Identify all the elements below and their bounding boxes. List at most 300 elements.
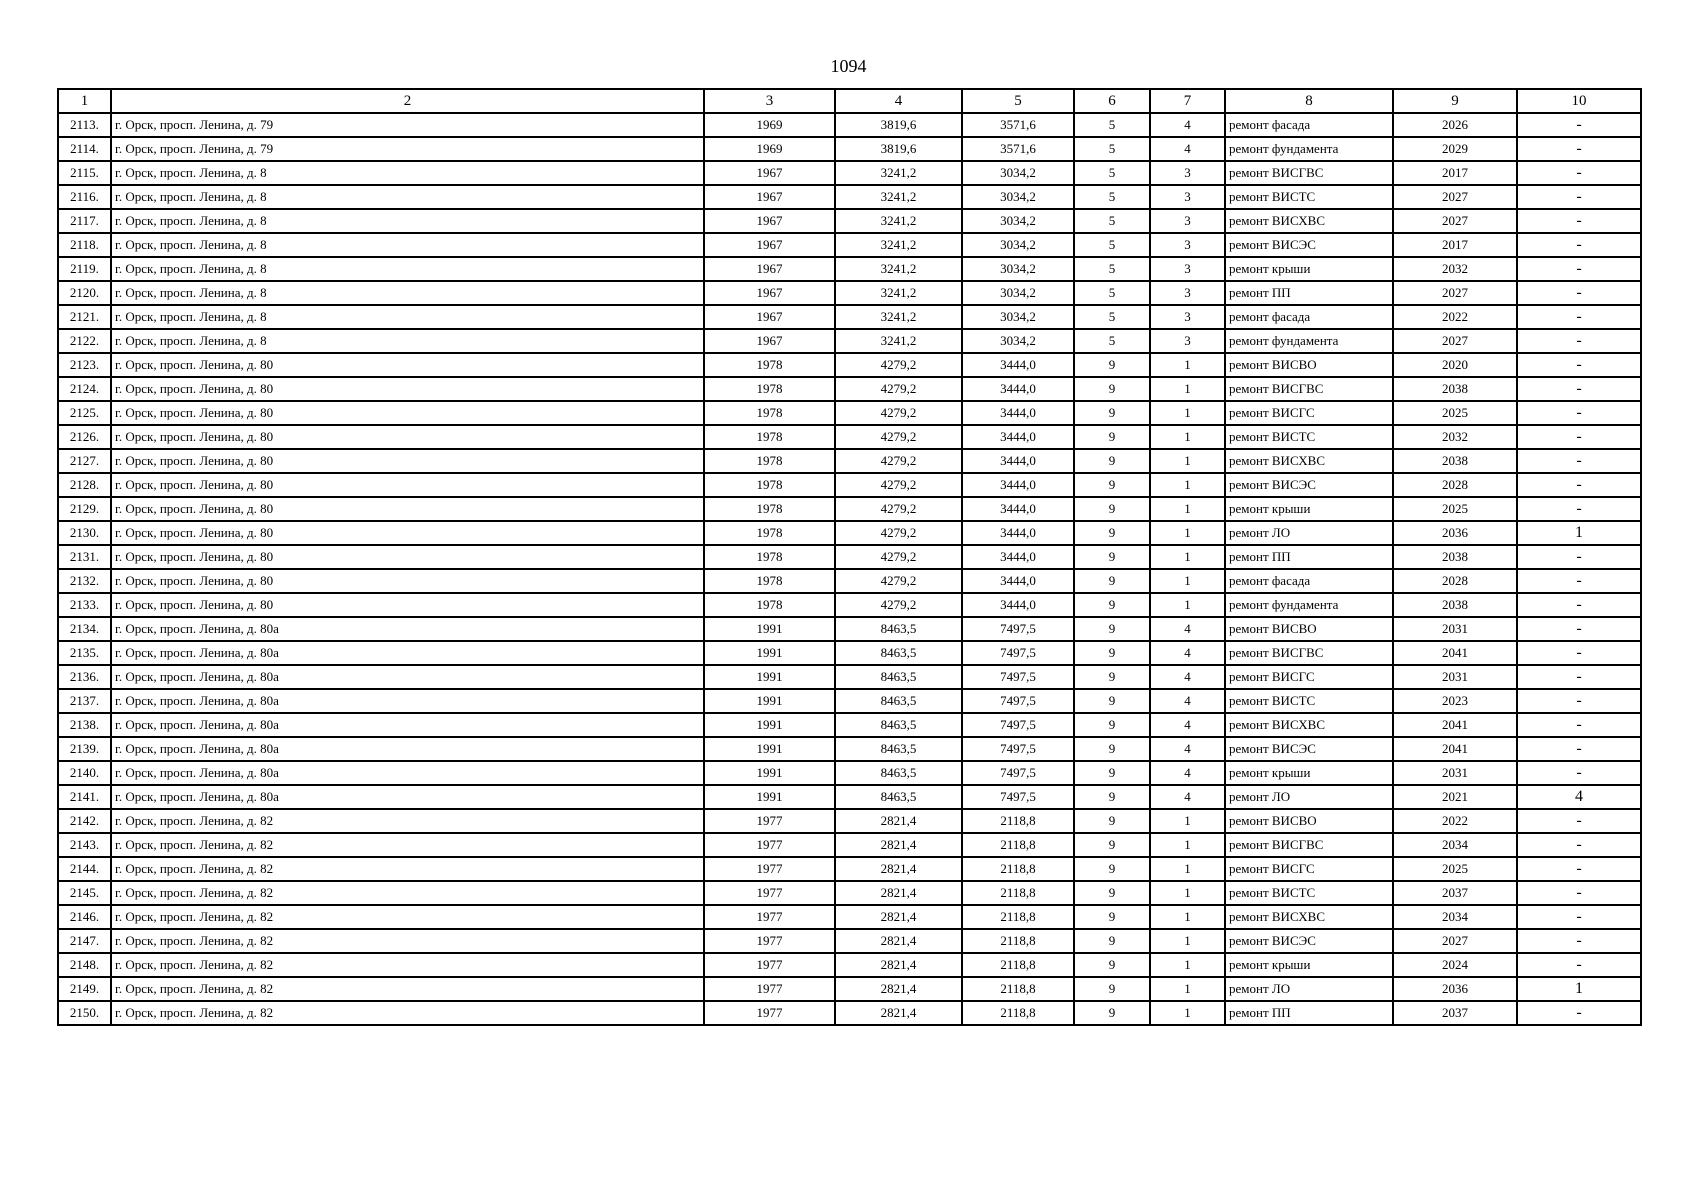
work-type-cell: ремонт ВИСЭС bbox=[1225, 473, 1393, 497]
extra-value-cell: 4 bbox=[1517, 785, 1641, 809]
build-year-cell: 1977 bbox=[704, 929, 835, 953]
living-area-cell: 3034,2 bbox=[962, 257, 1074, 281]
planned-year-cell: 2026 bbox=[1393, 113, 1517, 137]
extra-value-cell: - bbox=[1517, 281, 1641, 305]
total-area-cell: 3241,2 bbox=[835, 257, 962, 281]
total-area-cell: 2821,4 bbox=[835, 1001, 962, 1025]
work-type-cell: ремонт фасада bbox=[1225, 113, 1393, 137]
floors-cell: 9 bbox=[1074, 785, 1150, 809]
address-cell: г. Орск, просп. Ленина, д. 82 bbox=[111, 905, 704, 929]
entrances-cell: 1 bbox=[1150, 449, 1225, 473]
living-area-cell: 3444,0 bbox=[962, 545, 1074, 569]
build-year-cell: 1977 bbox=[704, 977, 835, 1001]
work-type-cell: ремонт ВИСВО bbox=[1225, 353, 1393, 377]
address-cell: г. Орск, просп. Ленина, д. 82 bbox=[111, 929, 704, 953]
build-year-cell: 1991 bbox=[704, 737, 835, 761]
build-year-cell: 1967 bbox=[704, 305, 835, 329]
work-type-cell: ремонт ПП bbox=[1225, 1001, 1393, 1025]
table-row bbox=[58, 185, 1641, 209]
floors-cell: 5 bbox=[1074, 161, 1150, 185]
row-number-cell: 2133. bbox=[58, 593, 111, 617]
planned-year-cell: 2020 bbox=[1393, 353, 1517, 377]
address-cell: г. Орск, просп. Ленина, д. 80 bbox=[111, 449, 704, 473]
total-area-cell: 8463,5 bbox=[835, 785, 962, 809]
total-area-cell: 8463,5 bbox=[835, 689, 962, 713]
column-header: 5 bbox=[962, 89, 1074, 113]
row-number-cell: 2121. bbox=[58, 305, 111, 329]
floors-cell: 9 bbox=[1074, 977, 1150, 1001]
planned-year-cell: 2034 bbox=[1393, 905, 1517, 929]
table-body bbox=[58, 113, 1641, 1025]
planned-year-cell: 2036 bbox=[1393, 521, 1517, 545]
build-year-cell: 1978 bbox=[704, 497, 835, 521]
entrances-cell: 4 bbox=[1150, 761, 1225, 785]
work-type-cell: ремонт ВИСГС bbox=[1225, 857, 1393, 881]
address-cell: г. Орск, просп. Ленина, д. 80 bbox=[111, 425, 704, 449]
extra-value-cell: - bbox=[1517, 737, 1641, 761]
table-row bbox=[58, 593, 1641, 617]
row-number-cell: 2127. bbox=[58, 449, 111, 473]
work-type-cell: ремонт ВИСТС bbox=[1225, 689, 1393, 713]
table-row bbox=[58, 377, 1641, 401]
planned-year-cell: 2038 bbox=[1393, 449, 1517, 473]
build-year-cell: 1978 bbox=[704, 545, 835, 569]
address-cell: г. Орск, просп. Ленина, д. 8 bbox=[111, 329, 704, 353]
table-row bbox=[58, 569, 1641, 593]
extra-value-cell: - bbox=[1517, 809, 1641, 833]
address-cell: г. Орск, просп. Ленина, д. 80 bbox=[111, 521, 704, 545]
build-year-cell: 1967 bbox=[704, 185, 835, 209]
build-year-cell: 1977 bbox=[704, 1001, 835, 1025]
floors-cell: 9 bbox=[1074, 449, 1150, 473]
address-cell: г. Орск, просп. Ленина, д. 80а bbox=[111, 665, 704, 689]
living-area-cell: 3034,2 bbox=[962, 185, 1074, 209]
work-type-cell: ремонт ВИСХВС bbox=[1225, 905, 1393, 929]
page-number: 1094 bbox=[830, 56, 867, 76]
work-type-cell: ремонт ВИСТС bbox=[1225, 425, 1393, 449]
entrances-cell: 3 bbox=[1150, 305, 1225, 329]
work-type-cell: ремонт ВИСТС bbox=[1225, 881, 1393, 905]
row-number-cell: 2137. bbox=[58, 689, 111, 713]
row-number-cell: 2128. bbox=[58, 473, 111, 497]
extra-value-cell: 1 bbox=[1517, 521, 1641, 545]
floors-cell: 9 bbox=[1074, 545, 1150, 569]
table-row bbox=[58, 953, 1641, 977]
row-number-cell: 2123. bbox=[58, 353, 111, 377]
entrances-cell: 4 bbox=[1150, 641, 1225, 665]
build-year-cell: 1977 bbox=[704, 809, 835, 833]
address-cell: г. Орск, просп. Ленина, д. 82 bbox=[111, 977, 704, 1001]
planned-year-cell: 2028 bbox=[1393, 473, 1517, 497]
planned-year-cell: 2025 bbox=[1393, 401, 1517, 425]
row-number-cell: 2146. bbox=[58, 905, 111, 929]
extra-value-cell: - bbox=[1517, 329, 1641, 353]
entrances-cell: 3 bbox=[1150, 185, 1225, 209]
entrances-cell: 1 bbox=[1150, 809, 1225, 833]
work-type-cell: ремонт ВИСХВС bbox=[1225, 209, 1393, 233]
entrances-cell: 1 bbox=[1150, 857, 1225, 881]
address-cell: г. Орск, просп. Ленина, д. 80а bbox=[111, 689, 704, 713]
build-year-cell: 1977 bbox=[704, 905, 835, 929]
planned-year-cell: 2037 bbox=[1393, 1001, 1517, 1025]
row-number-cell: 2150. bbox=[58, 1001, 111, 1025]
extra-value-cell: - bbox=[1517, 617, 1641, 641]
living-area-cell: 3444,0 bbox=[962, 593, 1074, 617]
column-header: 9 bbox=[1393, 89, 1517, 113]
row-number-cell: 2120. bbox=[58, 281, 111, 305]
floors-cell: 9 bbox=[1074, 641, 1150, 665]
total-area-cell: 3819,6 bbox=[835, 137, 962, 161]
floors-cell: 5 bbox=[1074, 113, 1150, 137]
table-row bbox=[58, 785, 1641, 809]
extra-value-cell: - bbox=[1517, 473, 1641, 497]
build-year-cell: 1978 bbox=[704, 377, 835, 401]
build-year-cell: 1991 bbox=[704, 617, 835, 641]
build-year-cell: 1991 bbox=[704, 689, 835, 713]
floors-cell: 9 bbox=[1074, 425, 1150, 449]
living-area-cell: 3444,0 bbox=[962, 473, 1074, 497]
living-area-cell: 7497,5 bbox=[962, 665, 1074, 689]
work-type-cell: ремонт фундамента bbox=[1225, 137, 1393, 161]
floors-cell: 5 bbox=[1074, 257, 1150, 281]
floors-cell: 9 bbox=[1074, 593, 1150, 617]
build-year-cell: 1978 bbox=[704, 521, 835, 545]
total-area-cell: 3241,2 bbox=[835, 161, 962, 185]
row-number-cell: 2144. bbox=[58, 857, 111, 881]
entrances-cell: 1 bbox=[1150, 977, 1225, 1001]
entrances-cell: 3 bbox=[1150, 281, 1225, 305]
extra-value-cell: - bbox=[1517, 1001, 1641, 1025]
floors-cell: 9 bbox=[1074, 1001, 1150, 1025]
table-row bbox=[58, 497, 1641, 521]
row-number-cell: 2138. bbox=[58, 713, 111, 737]
address-cell: г. Орск, просп. Ленина, д. 80а bbox=[111, 737, 704, 761]
column-header: 6 bbox=[1074, 89, 1150, 113]
living-area-cell: 3444,0 bbox=[962, 425, 1074, 449]
extra-value-cell: - bbox=[1517, 185, 1641, 209]
total-area-cell: 2821,4 bbox=[835, 929, 962, 953]
table-row bbox=[58, 809, 1641, 833]
address-cell: г. Орск, просп. Ленина, д. 79 bbox=[111, 113, 704, 137]
address-cell: г. Орск, просп. Ленина, д. 82 bbox=[111, 1001, 704, 1025]
work-type-cell: ремонт ВИСЭС bbox=[1225, 929, 1393, 953]
planned-year-cell: 2029 bbox=[1393, 137, 1517, 161]
table-row bbox=[58, 1001, 1641, 1025]
floors-cell: 9 bbox=[1074, 737, 1150, 761]
work-type-cell: ремонт ЛО bbox=[1225, 785, 1393, 809]
living-area-cell: 2118,8 bbox=[962, 929, 1074, 953]
build-year-cell: 1978 bbox=[704, 425, 835, 449]
work-type-cell: ремонт ВИСГВС bbox=[1225, 161, 1393, 185]
work-type-cell: ремонт ВИСЭС bbox=[1225, 737, 1393, 761]
entrances-cell: 1 bbox=[1150, 545, 1225, 569]
row-number-cell: 2141. bbox=[58, 785, 111, 809]
floors-cell: 5 bbox=[1074, 137, 1150, 161]
extra-value-cell: - bbox=[1517, 137, 1641, 161]
entrances-cell: 3 bbox=[1150, 209, 1225, 233]
build-year-cell: 1978 bbox=[704, 473, 835, 497]
table-row bbox=[58, 449, 1641, 473]
planned-year-cell: 2027 bbox=[1393, 209, 1517, 233]
living-area-cell: 3444,0 bbox=[962, 521, 1074, 545]
living-area-cell: 2118,8 bbox=[962, 833, 1074, 857]
living-area-cell: 2118,8 bbox=[962, 1001, 1074, 1025]
total-area-cell: 8463,5 bbox=[835, 713, 962, 737]
address-cell: г. Орск, просп. Ленина, д. 8 bbox=[111, 281, 704, 305]
total-area-cell: 8463,5 bbox=[835, 761, 962, 785]
living-area-cell: 3444,0 bbox=[962, 497, 1074, 521]
address-cell: г. Орск, просп. Ленина, д. 80а bbox=[111, 785, 704, 809]
table-row bbox=[58, 665, 1641, 689]
entrances-cell: 3 bbox=[1150, 161, 1225, 185]
living-area-cell: 3034,2 bbox=[962, 305, 1074, 329]
build-year-cell: 1977 bbox=[704, 953, 835, 977]
total-area-cell: 3241,2 bbox=[835, 233, 962, 257]
extra-value-cell: - bbox=[1517, 929, 1641, 953]
planned-year-cell: 2031 bbox=[1393, 761, 1517, 785]
column-header: 4 bbox=[835, 89, 962, 113]
build-year-cell: 1978 bbox=[704, 569, 835, 593]
address-cell: г. Орск, просп. Ленина, д. 80а bbox=[111, 713, 704, 737]
planned-year-cell: 2024 bbox=[1393, 953, 1517, 977]
living-area-cell: 2118,8 bbox=[962, 809, 1074, 833]
extra-value-cell: - bbox=[1517, 161, 1641, 185]
table-row bbox=[58, 305, 1641, 329]
address-cell: г. Орск, просп. Ленина, д. 8 bbox=[111, 185, 704, 209]
build-year-cell: 1991 bbox=[704, 785, 835, 809]
table-row bbox=[58, 113, 1641, 137]
total-area-cell: 4279,2 bbox=[835, 521, 962, 545]
total-area-cell: 4279,2 bbox=[835, 497, 962, 521]
extra-value-cell: - bbox=[1517, 569, 1641, 593]
table-row bbox=[58, 137, 1641, 161]
work-type-cell: ремонт ВИСЭС bbox=[1225, 233, 1393, 257]
floors-cell: 9 bbox=[1074, 857, 1150, 881]
floors-cell: 9 bbox=[1074, 953, 1150, 977]
entrances-cell: 1 bbox=[1150, 953, 1225, 977]
entrances-cell: 4 bbox=[1150, 665, 1225, 689]
floors-cell: 9 bbox=[1074, 401, 1150, 425]
work-type-cell: ремонт ВИСХВС bbox=[1225, 449, 1393, 473]
planned-year-cell: 2027 bbox=[1393, 329, 1517, 353]
row-number-cell: 2125. bbox=[58, 401, 111, 425]
extra-value-cell: - bbox=[1517, 857, 1641, 881]
row-number-cell: 2124. bbox=[58, 377, 111, 401]
total-area-cell: 4279,2 bbox=[835, 353, 962, 377]
build-year-cell: 1969 bbox=[704, 113, 835, 137]
extra-value-cell: - bbox=[1517, 665, 1641, 689]
entrances-cell: 1 bbox=[1150, 401, 1225, 425]
table-row bbox=[58, 233, 1641, 257]
entrances-cell: 1 bbox=[1150, 905, 1225, 929]
floors-cell: 9 bbox=[1074, 521, 1150, 545]
build-year-cell: 1991 bbox=[704, 665, 835, 689]
address-cell: г. Орск, просп. Ленина, д. 80а bbox=[111, 617, 704, 641]
total-area-cell: 2821,4 bbox=[835, 833, 962, 857]
build-year-cell: 1991 bbox=[704, 761, 835, 785]
planned-year-cell: 2028 bbox=[1393, 569, 1517, 593]
row-number-cell: 2115. bbox=[58, 161, 111, 185]
build-year-cell: 1967 bbox=[704, 161, 835, 185]
floors-cell: 5 bbox=[1074, 233, 1150, 257]
work-type-cell: ремонт крыши bbox=[1225, 497, 1393, 521]
work-type-cell: ремонт ЛО bbox=[1225, 521, 1393, 545]
planned-year-cell: 2031 bbox=[1393, 617, 1517, 641]
address-cell: г. Орск, просп. Ленина, д. 80 bbox=[111, 401, 704, 425]
build-year-cell: 1967 bbox=[704, 209, 835, 233]
work-type-cell: ремонт крыши bbox=[1225, 761, 1393, 785]
floors-cell: 9 bbox=[1074, 617, 1150, 641]
floors-cell: 5 bbox=[1074, 185, 1150, 209]
planned-year-cell: 2038 bbox=[1393, 545, 1517, 569]
entrances-cell: 1 bbox=[1150, 1001, 1225, 1025]
table-row bbox=[58, 929, 1641, 953]
floors-cell: 9 bbox=[1074, 761, 1150, 785]
extra-value-cell: - bbox=[1517, 497, 1641, 521]
row-number-cell: 2135. bbox=[58, 641, 111, 665]
living-area-cell: 2118,8 bbox=[962, 881, 1074, 905]
entrances-cell: 4 bbox=[1150, 137, 1225, 161]
address-cell: г. Орск, просп. Ленина, д. 82 bbox=[111, 881, 704, 905]
row-number-cell: 2126. bbox=[58, 425, 111, 449]
entrances-cell: 1 bbox=[1150, 833, 1225, 857]
extra-value-cell: - bbox=[1517, 353, 1641, 377]
planned-year-cell: 2023 bbox=[1393, 689, 1517, 713]
work-type-cell: ремонт ВИСГВС bbox=[1225, 833, 1393, 857]
entrances-cell: 1 bbox=[1150, 593, 1225, 617]
row-number-cell: 2130. bbox=[58, 521, 111, 545]
row-number-cell: 2145. bbox=[58, 881, 111, 905]
work-type-cell: ремонт фасада bbox=[1225, 569, 1393, 593]
extra-value-cell: - bbox=[1517, 209, 1641, 233]
floors-cell: 9 bbox=[1074, 569, 1150, 593]
work-type-cell: ремонт фундамента bbox=[1225, 329, 1393, 353]
planned-year-cell: 2017 bbox=[1393, 161, 1517, 185]
address-cell: г. Орск, просп. Ленина, д. 8 bbox=[111, 233, 704, 257]
planned-year-cell: 2041 bbox=[1393, 713, 1517, 737]
build-year-cell: 1978 bbox=[704, 401, 835, 425]
planned-year-cell: 2022 bbox=[1393, 809, 1517, 833]
total-area-cell: 2821,4 bbox=[835, 977, 962, 1001]
planned-year-cell: 2025 bbox=[1393, 857, 1517, 881]
extra-value-cell: 1 bbox=[1517, 977, 1641, 1001]
entrances-cell: 4 bbox=[1150, 713, 1225, 737]
table-row bbox=[58, 977, 1641, 1001]
living-area-cell: 7497,5 bbox=[962, 617, 1074, 641]
extra-value-cell: - bbox=[1517, 113, 1641, 137]
build-year-cell: 1991 bbox=[704, 713, 835, 737]
address-cell: г. Орск, просп. Ленина, д. 80 bbox=[111, 545, 704, 569]
planned-year-cell: 2032 bbox=[1393, 257, 1517, 281]
table-row bbox=[58, 401, 1641, 425]
row-number-cell: 2129. bbox=[58, 497, 111, 521]
extra-value-cell: - bbox=[1517, 449, 1641, 473]
living-area-cell: 3034,2 bbox=[962, 209, 1074, 233]
total-area-cell: 3241,2 bbox=[835, 209, 962, 233]
table-row bbox=[58, 281, 1641, 305]
extra-value-cell: - bbox=[1517, 833, 1641, 857]
build-year-cell: 1978 bbox=[704, 593, 835, 617]
column-header: 2 bbox=[111, 89, 704, 113]
row-number-cell: 2139. bbox=[58, 737, 111, 761]
entrances-cell: 4 bbox=[1150, 617, 1225, 641]
work-type-cell: ремонт ВИСВО bbox=[1225, 617, 1393, 641]
address-cell: г. Орск, просп. Ленина, д. 8 bbox=[111, 161, 704, 185]
floors-cell: 5 bbox=[1074, 209, 1150, 233]
table-row bbox=[58, 545, 1641, 569]
living-area-cell: 3571,6 bbox=[962, 137, 1074, 161]
living-area-cell: 3034,2 bbox=[962, 161, 1074, 185]
build-year-cell: 1969 bbox=[704, 137, 835, 161]
living-area-cell: 2118,8 bbox=[962, 977, 1074, 1001]
work-type-cell: ремонт ВИСГС bbox=[1225, 665, 1393, 689]
row-number-cell: 2148. bbox=[58, 953, 111, 977]
table-row bbox=[58, 521, 1641, 545]
total-area-cell: 2821,4 bbox=[835, 905, 962, 929]
extra-value-cell: - bbox=[1517, 881, 1641, 905]
entrances-cell: 1 bbox=[1150, 473, 1225, 497]
address-cell: г. Орск, просп. Ленина, д. 82 bbox=[111, 809, 704, 833]
row-number-cell: 2113. bbox=[58, 113, 111, 137]
total-area-cell: 3241,2 bbox=[835, 185, 962, 209]
repair-schedule-table bbox=[57, 88, 1642, 1026]
entrances-cell: 3 bbox=[1150, 329, 1225, 353]
total-area-cell: 4279,2 bbox=[835, 425, 962, 449]
total-area-cell: 3241,2 bbox=[835, 281, 962, 305]
row-number-cell: 2134. bbox=[58, 617, 111, 641]
planned-year-cell: 2017 bbox=[1393, 233, 1517, 257]
living-area-cell: 2118,8 bbox=[962, 953, 1074, 977]
planned-year-cell: 2022 bbox=[1393, 305, 1517, 329]
living-area-cell: 3571,6 bbox=[962, 113, 1074, 137]
address-cell: г. Орск, просп. Ленина, д. 80 bbox=[111, 593, 704, 617]
table-row bbox=[58, 473, 1641, 497]
address-cell: г. Орск, просп. Ленина, д. 8 bbox=[111, 305, 704, 329]
total-area-cell: 4279,2 bbox=[835, 569, 962, 593]
living-area-cell: 2118,8 bbox=[962, 857, 1074, 881]
extra-value-cell: - bbox=[1517, 593, 1641, 617]
living-area-cell: 3444,0 bbox=[962, 449, 1074, 473]
address-cell: г. Орск, просп. Ленина, д. 80 bbox=[111, 473, 704, 497]
total-area-cell: 4279,2 bbox=[835, 473, 962, 497]
planned-year-cell: 2027 bbox=[1393, 929, 1517, 953]
planned-year-cell: 2021 bbox=[1393, 785, 1517, 809]
total-area-cell: 4279,2 bbox=[835, 449, 962, 473]
work-type-cell: ремонт ЛО bbox=[1225, 977, 1393, 1001]
address-cell: г. Орск, просп. Ленина, д. 82 bbox=[111, 833, 704, 857]
living-area-cell: 7497,5 bbox=[962, 641, 1074, 665]
entrances-cell: 3 bbox=[1150, 233, 1225, 257]
planned-year-cell: 2038 bbox=[1393, 593, 1517, 617]
address-cell: г. Орск, просп. Ленина, д. 80 bbox=[111, 497, 704, 521]
row-number-cell: 2122. bbox=[58, 329, 111, 353]
total-area-cell: 8463,5 bbox=[835, 665, 962, 689]
column-header: 8 bbox=[1225, 89, 1393, 113]
floors-cell: 9 bbox=[1074, 665, 1150, 689]
entrances-cell: 3 bbox=[1150, 257, 1225, 281]
planned-year-cell: 2025 bbox=[1393, 497, 1517, 521]
total-area-cell: 8463,5 bbox=[835, 641, 962, 665]
address-cell: г. Орск, просп. Ленина, д. 80 bbox=[111, 377, 704, 401]
entrances-cell: 1 bbox=[1150, 353, 1225, 377]
row-number-cell: 2132. bbox=[58, 569, 111, 593]
build-year-cell: 1978 bbox=[704, 449, 835, 473]
work-type-cell: ремонт крыши bbox=[1225, 257, 1393, 281]
living-area-cell: 7497,5 bbox=[962, 785, 1074, 809]
table-row bbox=[58, 713, 1641, 737]
living-area-cell: 3034,2 bbox=[962, 233, 1074, 257]
planned-year-cell: 2041 bbox=[1393, 641, 1517, 665]
